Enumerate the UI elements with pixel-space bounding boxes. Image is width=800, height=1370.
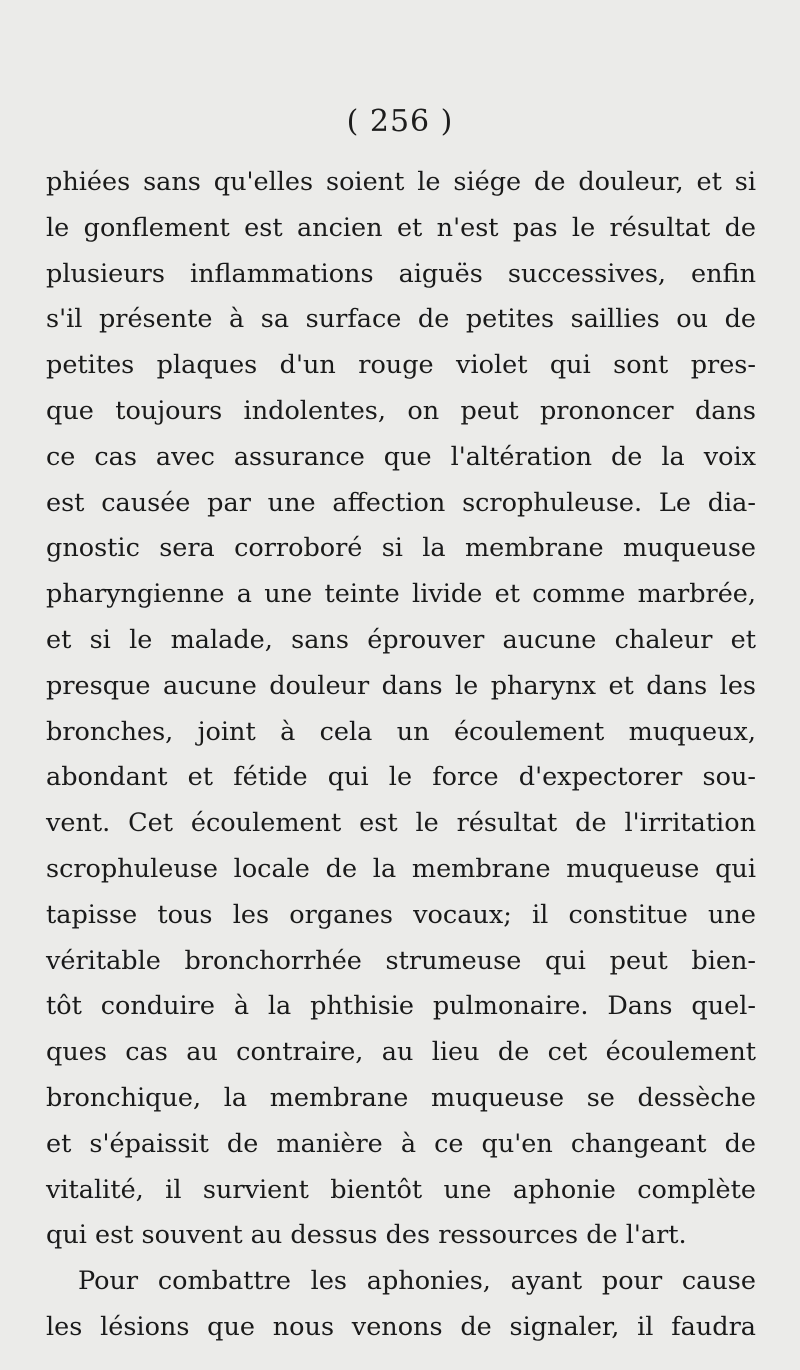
text-line: vitalité, il survient bientôt une aphonie complète bbox=[46, 1174, 756, 1205]
page-number: ( 256 ) bbox=[346, 104, 454, 139]
text-line: petites plaques d'un rouge violet qui sont pres- bbox=[46, 350, 756, 381]
paragraph-start-line: Pour combattre les aphonies, ayant pour cause bbox=[78, 1266, 756, 1297]
text-line: que toujours indolentes, on peut prononcer dans bbox=[46, 395, 756, 426]
text-line: abondant et fétide qui le force d'expectorer sou- bbox=[46, 762, 756, 793]
text-line: ques cas au contraire, au lieu de cet écoulement bbox=[46, 1037, 756, 1068]
text-line: plusieurs inflammations aiguës successives, enfin bbox=[46, 258, 756, 289]
text-line: le gonflement est ancien et n'est pas le résultat de bbox=[46, 212, 756, 243]
text-line: pharyngienne a une teinte livide et comme marbrée, bbox=[46, 579, 756, 610]
text-line: bronches, joint à cela un écoulement muqueux, bbox=[46, 716, 756, 747]
text-line: qui est souvent au dessus des ressources de l'art. bbox=[46, 1220, 687, 1251]
text-line: et s'épaissit de manière à ce qu'en changeant de bbox=[46, 1128, 756, 1159]
body-text bbox=[46, 160, 756, 1351]
text-line: tapisse tous les organes vocaux; il constitue une bbox=[46, 899, 756, 930]
text-line: presque aucune douleur dans le pharynx et dans les bbox=[46, 670, 756, 701]
text-line: s'il présente à sa surface de petites saillies ou de bbox=[46, 304, 756, 335]
text-line: phiées sans qu'elles soient le siége de douleur, et si bbox=[46, 167, 756, 197]
text-line: scrophuleuse locale de la membrane muqueuse qui bbox=[46, 853, 756, 884]
text-line: les lésions que nous venons de signaler, il faudra bbox=[46, 1311, 756, 1342]
text-line: ce cas avec assurance que l'altération de la voix bbox=[46, 441, 756, 472]
text-line: est causée par une affection scrophuleuse. Le dia- bbox=[46, 487, 756, 518]
text-line: vent. Cet écoulement est le résultat de l'irritation bbox=[46, 808, 756, 839]
text-line: véritable bronchorrhée strumeuse qui peut bien- bbox=[46, 945, 756, 976]
text-line: bronchique, la membrane muqueuse se dessèche bbox=[46, 1082, 756, 1113]
text-line: gnostic sera corroboré si la membrane muqueuse bbox=[46, 533, 756, 564]
text-line: tôt conduire à la phthisie pulmonaire. Dans quel- bbox=[46, 991, 756, 1022]
text-line: et si le malade, sans éprouver aucune chaleur et bbox=[46, 624, 756, 655]
